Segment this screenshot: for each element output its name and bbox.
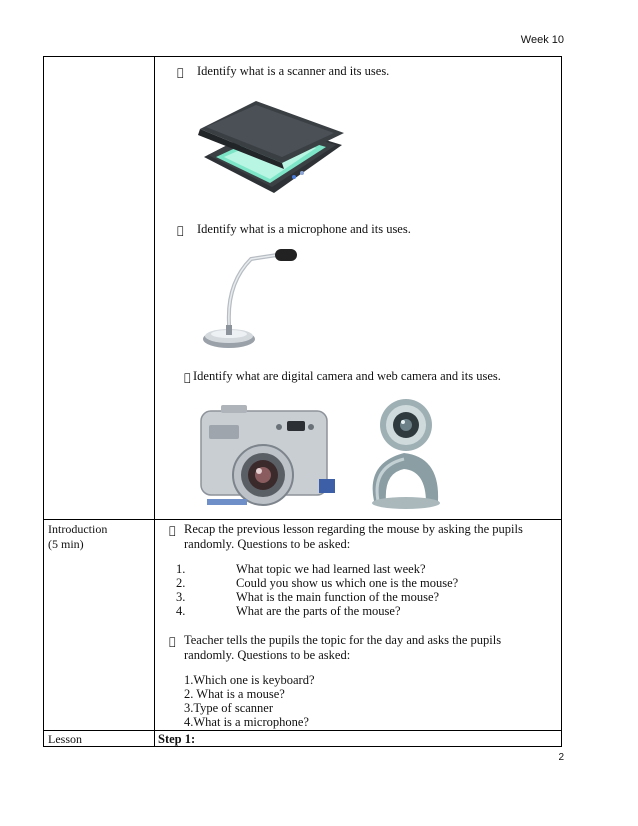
topic-question: 2. What is a mouse? [184, 687, 285, 701]
intro-duration: (5 min) [48, 537, 84, 551]
web-camera-image [356, 397, 456, 511]
recap-question: What is the main function of the mouse? [236, 590, 440, 604]
page-number: 2 [558, 752, 564, 763]
recap-question: What are the parts of the mouse? [236, 604, 401, 618]
topic-question: 1.Which one is keyboard? [184, 673, 315, 687]
recap-question-number: 1. [176, 562, 186, 576]
bullet-icon [169, 524, 176, 537]
item-scanner: Identify what is a scanner and its uses. [197, 64, 390, 78]
bullet-icon [177, 66, 184, 79]
item-cameras: Identify what are digital camera and web camera and its uses. [193, 369, 501, 383]
bullet-icon [169, 635, 176, 648]
recap-question-number: 4. [176, 604, 186, 618]
row-divider-introduction [44, 519, 561, 520]
topic-question: 3.Type of scanner [184, 701, 274, 715]
topic-question: 4.What is a microphone? [184, 715, 309, 729]
recap-question: What topic we had learned last week? [236, 562, 426, 576]
microphone-image [199, 243, 309, 353]
bullet-icon [184, 371, 191, 384]
row-divider-lesson [44, 730, 561, 731]
topic-text-line1: Teacher tells the pupils the topic for the day and asks the pupils [184, 633, 502, 647]
column-divider [154, 57, 155, 746]
recap-text-line1: Recap the previous lesson regarding the mouse by asking the pupils [184, 522, 523, 536]
recap-question: Could you show us which one is the mouse? [236, 576, 459, 590]
digital-camera-image [187, 397, 347, 511]
recap-question-number: 2. [176, 576, 186, 590]
scanner-image [194, 95, 344, 195]
bullet-icon [177, 224, 184, 237]
item-microphone: Identify what is a microphone and its uses. [197, 222, 411, 236]
topic-text-line2: randomly. Questions to be asked: [184, 648, 351, 662]
intro-label: Introduction [48, 522, 108, 536]
lesson-plan-table [43, 56, 562, 747]
page-header-week: Week 10 [520, 34, 564, 46]
lesson-label: Lesson [48, 732, 82, 746]
recap-text-line2: randomly. Questions to be asked: [184, 537, 351, 551]
recap-question-number: 3. [176, 590, 186, 604]
lesson-step-heading: Step 1: [158, 732, 196, 746]
